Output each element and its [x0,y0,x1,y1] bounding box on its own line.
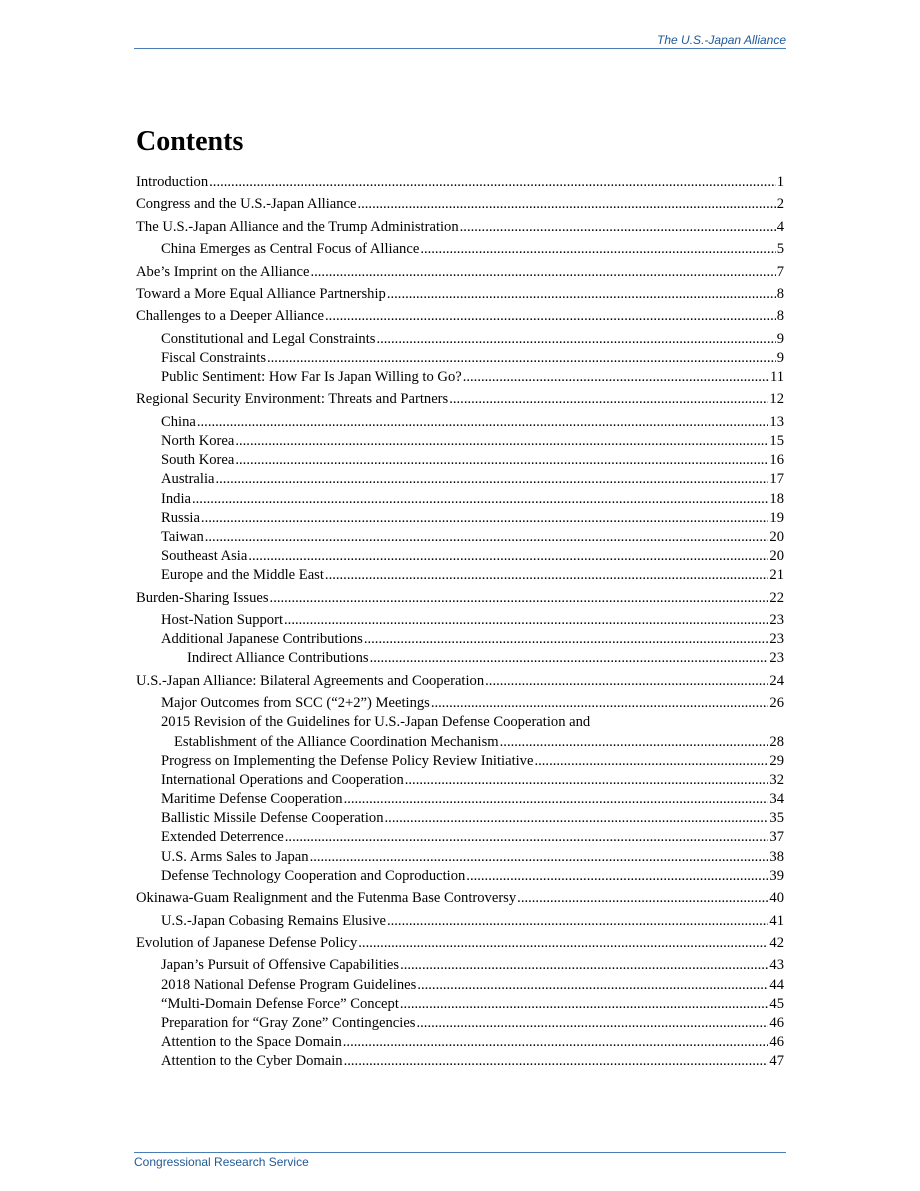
toc-leader-dots [387,912,768,931]
toc-leader-dots [344,790,769,809]
toc-entry[interactable] [136,790,784,809]
running-header-title: The U.S.-Japan Alliance [657,33,786,47]
toc-entry[interactable] [136,330,784,349]
toc-page-number: 45 [769,995,784,1012]
toc-page-number: 15 [769,432,784,449]
toc-entry[interactable] [136,956,784,975]
toc-leader-dots [449,390,768,409]
toc-leader-dots [364,630,769,649]
footer-source: Congressional Research Service [134,1155,309,1169]
toc-entry-title: Defense Technology Cooperation and Coproduction [161,867,466,884]
toc-entry[interactable] [136,528,784,547]
toc-page-number: 34 [769,791,784,808]
toc-entry[interactable] [136,1052,784,1071]
toc-entry-title: U.S.-Japan Cobasing Remains Elusive [161,912,386,929]
toc-page-number: 13 [769,413,784,430]
toc-page-number: 40 [769,890,784,907]
table-of-contents [136,170,784,1071]
toc-entry-title: Europe and the Middle East [161,567,324,584]
toc-entry-title: Indirect Alliance Contributions [187,650,369,667]
toc-page-number: 2 [776,196,784,213]
page-title: Contents [136,126,244,157]
toc-leader-dots [270,589,769,608]
toc-entry[interactable] [136,630,784,649]
toc-entry[interactable] [136,733,784,752]
toc-page-number: 32 [769,771,784,788]
toc-entry[interactable] [136,694,784,713]
toc-page-number: 20 [769,548,784,565]
toc-leader-dots [310,263,775,282]
toc-entry-title: Attention to the Space Domain [161,1034,342,1051]
toc-entry-title: Australia [161,471,215,488]
toc-page-number: 44 [769,976,784,993]
toc-entry[interactable] [136,390,784,409]
toc-entry[interactable] [136,470,784,489]
toc-leader-dots [201,509,768,528]
toc-page-number: 17 [769,471,784,488]
toc-page-number: 23 [769,650,784,667]
toc-leader-dots [235,432,768,451]
toc-entry-title: Attention to the Cyber Domain [161,1053,343,1070]
toc-leader-dots [358,934,768,953]
toc-page-number: 21 [769,567,784,584]
toc-entry-title: South Korea [161,452,235,469]
toc-page-number: 24 [769,672,784,689]
toc-leader-dots [343,1033,769,1052]
toc-leader-dots [267,349,776,368]
toc-entry-title: Abe’s Imprint on the Alliance [136,263,310,280]
toc-entry[interactable] [136,611,784,630]
toc-entry[interactable] [136,1033,784,1052]
toc-entry[interactable] [136,649,784,668]
toc-entry-title: Major Outcomes from SCC (“2+2”) Meetings [161,695,430,712]
toc-entry[interactable] [136,432,784,451]
toc-entry[interactable] [136,547,784,566]
toc-entry-title: Progress on Implementing the Defense Policy Review Initiative [161,752,534,769]
toc-page-number: 16 [769,452,784,469]
toc-leader-dots [463,368,769,387]
toc-leader-dots [357,195,775,214]
toc-page-number: 46 [769,1034,784,1051]
toc-entry[interactable] [136,285,784,304]
toc-entry-title: India [161,490,191,507]
toc-leader-dots [209,173,776,192]
toc-leader-dots [466,867,768,886]
toc-entry-title: 2015 Revision of the Guidelines for U.S.-Japan Defense Cooperation and [161,714,591,731]
toc-page-number: 18 [769,490,784,507]
toc-page-number: 46 [769,1014,784,1031]
toc-page-number: 11 [769,369,784,385]
toc-page-number: 29 [769,752,784,769]
toc-entry-title: Additional Japanese Contributions [161,631,363,648]
toc-entry-title: Taiwan [161,528,204,545]
toc-leader-dots [205,528,769,547]
toc-entry[interactable] [136,451,784,470]
toc-entry[interactable] [136,976,784,995]
toc-entry-title: North Korea [161,432,235,449]
toc-leader-dots [216,470,769,489]
toc-entry[interactable] [136,566,784,585]
toc-leader-dots [534,752,768,771]
toc-leader-dots [310,848,769,867]
toc-entry[interactable] [136,848,784,867]
toc-leader-dots [500,733,769,752]
toc-entry-title: Maritime Defense Cooperation [161,791,343,808]
toc-page-number: 35 [769,810,784,827]
toc-leader-dots [460,218,776,237]
toc-entry[interactable] [136,349,784,368]
toc-leader-dots [197,413,769,432]
toc-leader-dots [400,995,769,1014]
toc-page-number: 37 [769,829,784,846]
toc-entry-title: Host-Nation Support [161,612,284,628]
toc-entry[interactable] [136,809,784,828]
toc-page-number: 1 [776,174,784,190]
toc-leader-dots [431,694,769,713]
toc-entry-title: Challenges to a Deeper Alliance [136,308,325,325]
toc-entry[interactable] [136,509,784,528]
toc-entry-title: Establishment of the Alliance Coordination Mechanism [174,733,499,750]
toc-entry[interactable] [136,218,784,237]
toc-leader-dots [517,889,768,908]
toc-page-number: 20 [769,528,784,545]
toc-leader-dots [417,976,768,995]
toc-leader-dots [385,809,769,828]
toc-page-number: 47 [769,1053,784,1070]
toc-page-number: 28 [769,733,784,750]
toc-page-number: 42 [769,934,784,951]
toc-leader-dots [284,611,768,630]
toc-leader-dots [285,828,769,847]
toc-entry[interactable] [136,173,784,192]
toc-page-number: 9 [776,330,784,347]
toc-page-number: 8 [776,308,784,325]
toc-page-number: 8 [776,285,784,302]
toc-entry[interactable] [136,889,784,908]
toc-leader-dots [192,490,768,509]
toc-entry-title: Fiscal Constraints [161,349,266,366]
toc-entry-title: Ballistic Missile Defense Cooperation [161,810,384,827]
toc-entry-title: Public Sentiment: How Far Is Japan Willing to Go? [161,369,462,385]
running-footer [134,1152,786,1169]
toc-entry-title: Preparation for “Gray Zone” Contingencies [161,1014,416,1031]
toc-leader-dots [387,285,776,304]
toc-page-number: 41 [769,912,784,929]
toc-leader-dots [400,956,768,975]
toc-leader-dots [325,566,768,585]
toc-page-number: 5 [776,241,784,258]
toc-leader-dots [248,547,768,566]
toc-entry-title: Russia [161,509,200,526]
toc-entry-title: The U.S.-Japan Alliance and the Trump Administration [136,218,459,235]
toc-entry[interactable] [136,490,784,509]
toc-entry[interactable] [136,413,784,432]
toc-leader-dots [417,1014,769,1033]
toc-entry-title: Congress and the U.S.-Japan Alliance [136,196,357,213]
toc-leader-dots [420,240,775,259]
toc-entry[interactable] [136,672,784,691]
toc-entry[interactable] [136,263,784,282]
toc-entry-title: Constitutional and Legal Constraints [161,330,376,347]
toc-page-number: 43 [769,957,784,974]
toc-leader-dots [344,1052,769,1071]
toc-entry-title: U.S. Arms Sales to Japan [161,848,309,865]
toc-entry[interactable] [136,307,784,326]
toc-entry-title: Toward a More Equal Alliance Partnership [136,285,386,302]
running-header [134,33,786,49]
toc-entry[interactable] [136,240,784,259]
toc-leader-dots [485,672,768,691]
toc-entry-title: Introduction [136,174,209,190]
toc-entry-title: Okinawa-Guam Realignment and the Futenma Base Controversy [136,890,517,907]
toc-entry[interactable] [136,195,784,214]
toc-entry[interactable] [136,1014,784,1033]
toc-entry[interactable] [136,368,784,387]
toc-entry-title: Japan’s Pursuit of Offensive Capabilities [161,957,400,974]
toc-entry[interactable] [136,771,784,790]
toc-entry-title: China Emerges as Central Focus of Alliance [161,241,420,258]
toc-entry-title: 2018 National Defense Program Guidelines [161,976,417,993]
toc-entry[interactable] [136,867,784,886]
toc-leader-dots [325,307,776,326]
toc-page-number: 7 [776,263,784,280]
toc-entry-title: Extended Deterrence [161,829,284,846]
toc-page-number: 39 [769,867,784,884]
toc-entry-title: U.S.-Japan Alliance: Bilateral Agreements and Cooperation [136,672,485,689]
toc-entry[interactable] [136,912,784,931]
toc-page-number: 23 [769,631,784,648]
toc-entry[interactable] [136,828,784,847]
toc-entry-title: Regional Security Environment: Threats and Partners [136,391,449,408]
toc-leader-dots [376,330,775,349]
toc-entry-title: “Multi-Domain Defense Force” Concept [161,995,399,1012]
toc-page-number: 22 [769,589,784,606]
toc-page-number: 26 [769,695,784,712]
toc-page-number: 23 [769,612,784,628]
toc-page-number: 38 [769,848,784,865]
toc-entry-title: International Operations and Cooperation [161,771,404,788]
toc-entry-title: China [161,413,196,430]
toc-leader-dots [370,649,769,668]
toc-entry[interactable] [136,934,784,953]
toc-entry[interactable] [136,713,784,732]
toc-entry[interactable] [136,995,784,1014]
toc-leader-dots [405,771,769,790]
toc-entry-title: Burden-Sharing Issues [136,589,269,606]
toc-page-number: 12 [769,391,784,408]
toc-page-number: 4 [776,218,784,235]
toc-page-number: 19 [769,509,784,526]
toc-entry[interactable] [136,752,784,771]
toc-entry-title: Southeast Asia [161,548,248,565]
toc-entry[interactable] [136,589,784,608]
toc-page-number: 9 [776,349,784,366]
toc-entry-title: Evolution of Japanese Defense Policy [136,934,358,951]
toc-leader-dots [235,451,768,470]
